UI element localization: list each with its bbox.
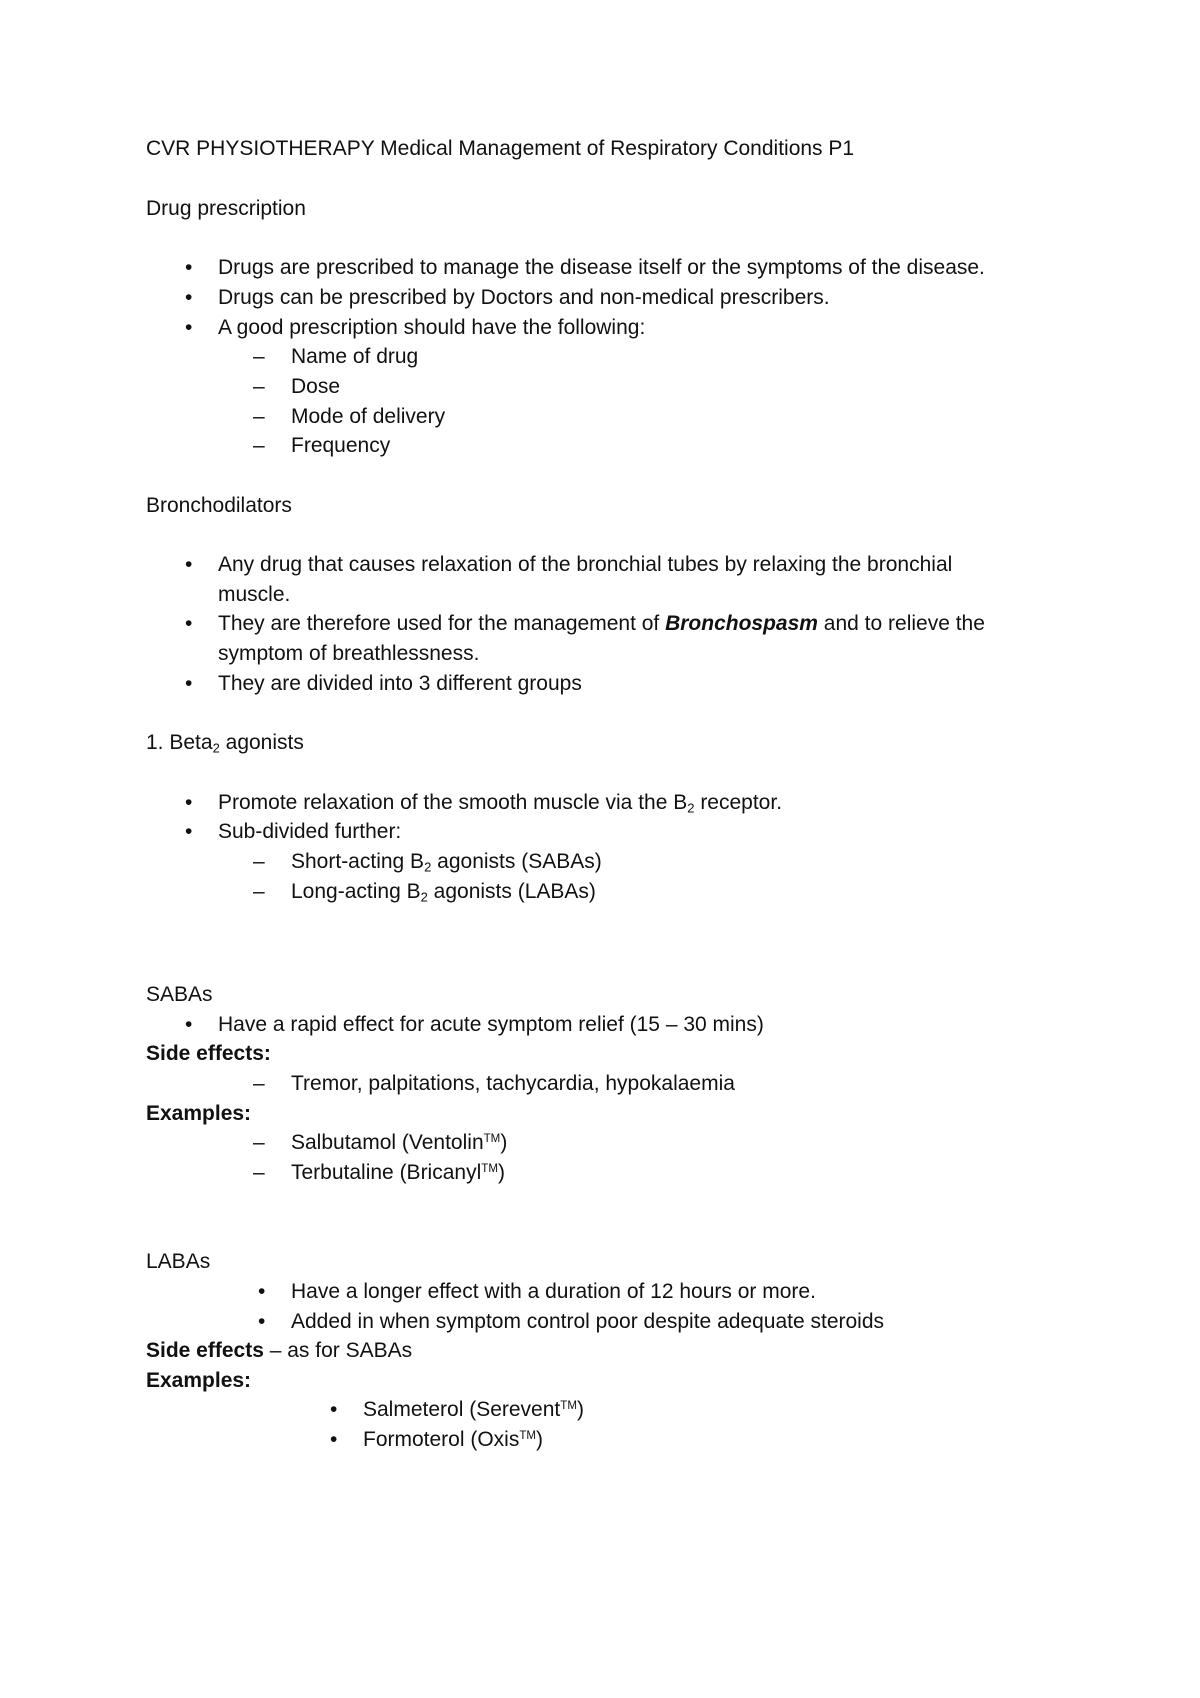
list-item: Any drug that causes relaxation of the bronchial tubes by relaxing the bronchial: [218, 553, 953, 576]
text-segment: Formoterol (Oxis: [363, 1428, 520, 1451]
list-item: [363, 1426, 543, 1454]
text-segment: Promote relaxation of the smooth muscle via the B: [218, 791, 688, 814]
sub-list-item: [291, 1159, 505, 1187]
trademark-superscript: TM: [560, 1400, 577, 1413]
text-segment: ): [497, 1161, 505, 1184]
list-item-continuation: symptom of breathlessness.: [218, 642, 480, 665]
sub-list-item: [291, 1129, 507, 1157]
bullet-icon: •: [185, 672, 193, 695]
dash-icon: –: [253, 1161, 265, 1184]
text-segment: ): [576, 1398, 584, 1421]
list-item: Have a rapid effect for acute symptom relief (15 – 30 mins): [218, 1013, 764, 1036]
sub-list-item: Name of drug: [291, 345, 419, 368]
text-segment: agonists (LABAs): [427, 880, 596, 903]
bullet-icon: •: [185, 612, 193, 635]
text-segment: Short-acting B: [291, 850, 425, 873]
text-segment: ): [500, 1131, 508, 1154]
heading-labas: LABAs: [146, 1250, 211, 1273]
bullet-icon: •: [185, 286, 193, 309]
text-segment: – as for SABAs: [263, 1339, 413, 1362]
subscript: 2: [687, 800, 695, 816]
list-item: They are divided into 3 different groups: [218, 672, 582, 695]
trademark-superscript: TM: [481, 1163, 498, 1176]
text-segment: receptor.: [694, 791, 783, 814]
side-effects-line: [146, 1337, 412, 1365]
bullet-icon: •: [185, 820, 193, 843]
label-side-effects: Side effects: [146, 1339, 264, 1362]
bullet-icon: •: [185, 791, 193, 814]
label-side-effects: Side effects:: [146, 1042, 271, 1065]
subscript: 2: [420, 889, 428, 905]
sub-list-item: Frequency: [291, 434, 391, 457]
bullet-icon: •: [330, 1398, 338, 1421]
list-item: [363, 1396, 584, 1424]
text-segment: Salmeterol (Serevent: [363, 1398, 561, 1421]
list-item: Sub-divided further:: [218, 820, 402, 843]
heading-drug-prescription: Drug prescription: [146, 197, 306, 220]
list-item: [218, 610, 985, 638]
dash-icon: –: [253, 880, 265, 903]
list-item: Drugs can be prescribed by Doctors and non-medical prescribers.: [218, 286, 830, 309]
sub-list-item: Tremor, palpitations, tachycardia, hypokalaemia: [291, 1072, 735, 1095]
heading-beta2-agonists: [146, 729, 304, 757]
document-title: CVR PHYSIOTHERAPY Medical Management of Respiratory Conditions P1: [146, 137, 855, 160]
list-item: A good prescription should have the following:: [218, 316, 646, 339]
heading-bronchodilators: Bronchodilators: [146, 494, 292, 517]
bullet-icon: •: [258, 1280, 266, 1303]
label-examples: Examples:: [146, 1369, 252, 1392]
sub-list-item: [291, 848, 602, 876]
sub-list-item: Mode of delivery: [291, 405, 446, 428]
list-item: Drugs are prescribed to manage the disease itself or the symptoms of the disease.: [218, 256, 985, 279]
text-segment: agonists (SABAs): [431, 850, 602, 873]
list-item-continuation: muscle.: [218, 583, 291, 606]
sub-list-item: Dose: [291, 375, 341, 398]
dash-icon: –: [253, 434, 265, 457]
bullet-icon: •: [258, 1310, 266, 1333]
list-item: Have a longer effect with a duration of 12 hours or more.: [291, 1280, 816, 1303]
bullet-icon: •: [185, 553, 193, 576]
text-segment: and to relieve the: [817, 612, 985, 635]
bullet-icon: •: [185, 1013, 193, 1036]
dash-icon: –: [253, 405, 265, 428]
bullet-icon: •: [185, 256, 193, 279]
text-segment: They are therefore used for the management of: [218, 612, 666, 635]
dash-icon: –: [253, 375, 265, 398]
text-segment: Salbutamol (Ventolin: [291, 1131, 484, 1154]
text-segment: Terbutaline (Bricanyl: [291, 1161, 482, 1184]
label-examples: Examples:: [146, 1102, 252, 1125]
dash-icon: –: [253, 345, 265, 368]
text-segment: Long-acting B: [291, 880, 421, 903]
sub-list-item: [291, 878, 596, 906]
text-segment: ): [536, 1428, 544, 1451]
dash-icon: –: [253, 1131, 265, 1154]
text-segment: agonists: [219, 731, 304, 754]
emphasis-bronchospasm: Bronchospasm: [665, 612, 818, 635]
trademark-superscript: TM: [519, 1430, 537, 1443]
dash-icon: –: [253, 1072, 265, 1095]
list-item: [218, 789, 782, 817]
trademark-superscript: TM: [483, 1133, 501, 1146]
bullet-icon: •: [330, 1428, 338, 1451]
text-segment: 1. Beta: [146, 731, 213, 754]
list-item: Added in when symptom control poor despite adequate steroids: [291, 1310, 885, 1333]
heading-sabas: SABAs: [146, 983, 213, 1006]
subscript: 2: [212, 740, 220, 756]
subscript: 2: [424, 859, 432, 875]
dash-icon: –: [253, 850, 265, 873]
bullet-icon: •: [185, 316, 193, 339]
